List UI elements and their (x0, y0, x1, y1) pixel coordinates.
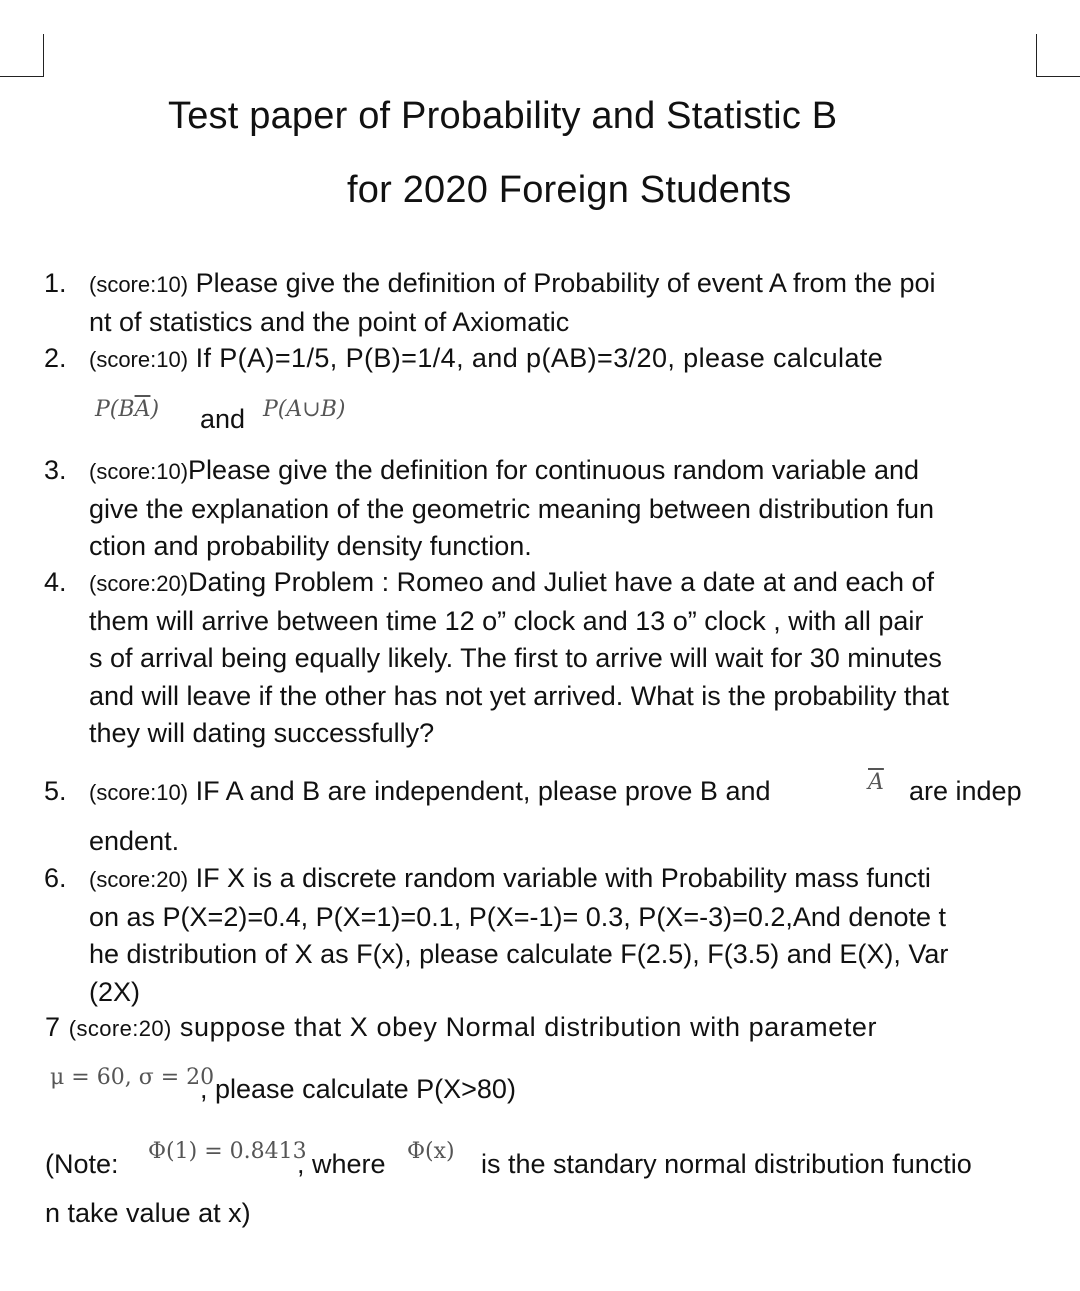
note-text: , where (297, 1149, 386, 1179)
formula-phi-1: Φ(1) = 0.8413 (148, 1139, 307, 1164)
question-text: suppose that X obey Normal distribution with parameter (179, 1012, 878, 1042)
question-text: (score:10) If P(A)=1/5, P(B)=1/4, and p(AB)=3/20, please calculate (89, 343, 884, 373)
crop-mark-top-left (0, 34, 44, 77)
question-score: (score:20) (68, 1016, 172, 1041)
note-text: is the standary normal distribution functio (481, 1149, 972, 1179)
question-number: 3. (44, 455, 67, 485)
connector-text: and (200, 404, 246, 434)
question-text-continued: are indep (909, 776, 1022, 806)
crop-mark-top-right (1036, 34, 1080, 77)
question-text: (score:10)Please give the definition for continuous random variable and give the explanation of the geometric meaning between distribution fun ction and probability density function. (89, 455, 935, 561)
question-number: 6. (44, 863, 67, 893)
question-text-continued: , please calculate P(X>80) (200, 1074, 516, 1104)
question-score: (score:10) (89, 347, 189, 372)
question-text: (score:10) IF A and B are independent, please prove B and (89, 776, 771, 806)
question-number: 1. (44, 268, 67, 298)
page-title: Test paper of Probability and Statistic B (168, 95, 838, 137)
question-score: (score:20) (89, 571, 189, 596)
question-number: 2. (44, 343, 67, 373)
formula-mu-sigma: μ = 60, σ = 20 (50, 1065, 215, 1090)
question-text: (score:10) Please give the definition of Probability of event A from the poi nt of statistics and the point of Axiomatic (89, 268, 936, 337)
question-score: (score:20) (89, 867, 189, 892)
formula-p-a-union-b: P(A∪B) (263, 397, 346, 422)
formula-p-b-not-a: $P(B\overline{A})$ (95, 397, 160, 422)
formula-phi-x: Φ(x) (407, 1139, 455, 1164)
question-text: (score:20)Dating Problem : Romeo and Juliet have a date at and each of them will arrive between time 12 o” clock and 13 o” clock , with all pair s of arrival being equally likely. The first to arrive will wait for 30 minutes and will leave if the other has not yet arrived. What is the probability that they will dating successfully? (89, 567, 949, 748)
question-score: (score:10) (89, 780, 189, 805)
page-subtitle: for 2020 Foreign Students (347, 169, 792, 211)
note-label: (Note: (45, 1149, 119, 1179)
question-number: 7 (45, 1012, 61, 1042)
question-text: (score:20) IF X is a discrete random variable with Probability mass functi on as P(X=2)=0.4, P(X=1)=0.1, P(X=-1)= 0.3, P(X=-3)=0.2,And denote t he distribution of X as F(x), please calculate F(2.5), F(3.5) and E(X), Var (2X) (89, 863, 949, 1007)
formula-not-a: $\overline{A}$ (868, 770, 884, 795)
question-7 (45, 1009, 877, 1048)
question-text-continued: endent. (89, 826, 180, 856)
question-number: 5. (44, 776, 67, 806)
note-text: n take value at x) (45, 1198, 251, 1228)
question-score: (score:10) (89, 459, 189, 484)
question-number: 4. (44, 567, 67, 597)
question-score: (score:10) (89, 272, 189, 297)
